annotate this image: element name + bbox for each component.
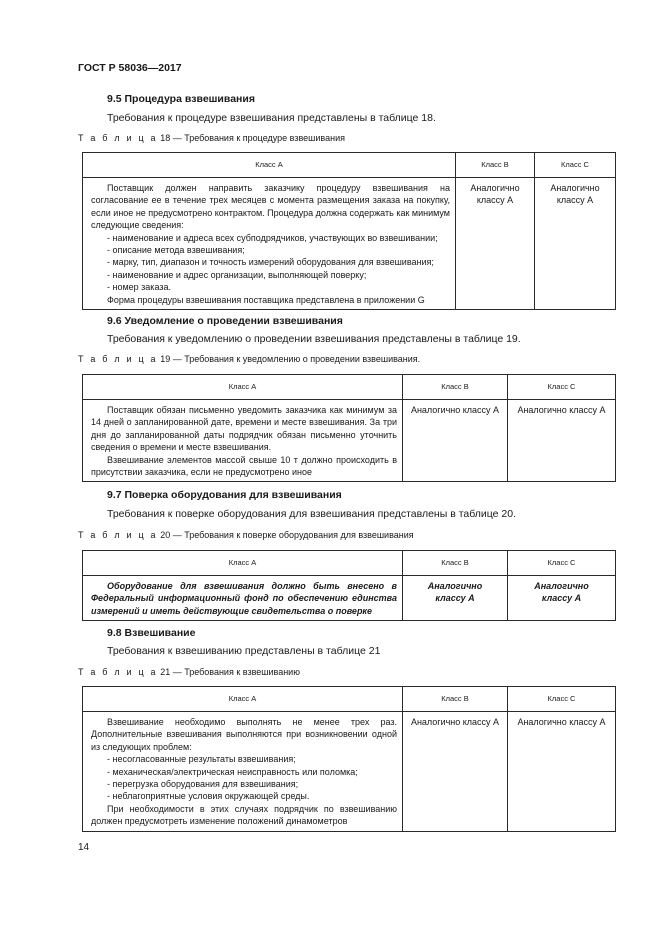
requirement-list-item: - марку, тип, диапазон и точность измерений оборудования для взвешивания;: [107, 257, 434, 268]
caption-text: 18 — Требования к процедуре взвешивания: [157, 133, 345, 143]
table-header-row: [83, 375, 616, 400]
class-c-cell: Аналогично классу А: [535, 178, 616, 310]
header-class-c: Класс С: [508, 551, 616, 576]
requirement-list-item: - номер заказа.: [107, 282, 171, 293]
table-header-row: [83, 687, 616, 712]
class-b-cell: Аналогично классу А: [403, 400, 508, 482]
requirement-list-item: - несогласованные результаты взвешивания;: [107, 754, 296, 765]
class-b-cell: Аналогично классу А: [403, 576, 508, 621]
page-number: 14: [78, 842, 90, 853]
document-code: ГОСТ Р 58036—2017: [78, 62, 182, 74]
table-caption-19: [78, 354, 420, 364]
table-19: [82, 374, 616, 482]
class-a-requirements: [83, 400, 403, 482]
section-title-9-7: 9.7 Поверка оборудования для взвешивания: [107, 489, 342, 501]
requirement-list-item: - наименование и адрес организации, выполняющей поверку;: [107, 269, 367, 280]
header-class-b: Класс В: [403, 687, 508, 712]
class-a-requirements: [83, 178, 456, 310]
header-class-a: Класс А: [83, 375, 403, 400]
header-class-b: Класс В: [403, 375, 508, 400]
class-c-cell: Аналогично классу А: [508, 400, 616, 482]
requirement-paragraph: Форма процедуры взвешивания поставщика представлена в приложении G: [107, 294, 425, 305]
header-class-b: Класс В: [456, 153, 535, 178]
caption-text: 21 — Требования к взвешиванию: [157, 667, 300, 677]
requirement-paragraph: Взвешивание элементов массой свыше 10 т должно происходить в присутствии заказчика, если не предусмотрено иное: [91, 454, 397, 478]
header-class-c: Класс С: [535, 153, 616, 178]
class-b-cell: Аналогично классу А: [456, 178, 535, 310]
class-c-cell: Аналогично классу А: [508, 576, 616, 621]
requirement-list-item: - наименование и адреса всех субподрядчиков, участвующих во взвешивании;: [107, 232, 438, 243]
table-20: [82, 550, 616, 621]
header-class-a: Класс А: [83, 687, 403, 712]
section-title-9-8: 9.8 Взвешивание: [107, 627, 196, 639]
table-18: [82, 152, 616, 310]
section-intro-9-7: Требования к поверке оборудования для взвешивания представлены в таблице 20.: [107, 508, 517, 520]
header-class-a: Класс А: [83, 551, 403, 576]
table-row: [83, 712, 616, 832]
requirement-list-item: - неблагоприятные условия окружающей среды.: [107, 791, 310, 802]
table-caption-21: [78, 667, 300, 677]
section-intro-9-8: Требования к взвешиванию представлены в таблице 21: [107, 645, 381, 657]
caption-prefix: Т а б л и ц а: [78, 530, 158, 540]
section-intro-9-6: Требования к уведомлению о проведении взвешивания представлены в таблице 19.: [107, 333, 521, 345]
class-b-cell: Аналогично классу А: [403, 712, 508, 832]
header-class-c: Класс С: [508, 375, 616, 400]
requirement-paragraph: При необходимости в этих случаях подрядчик по взвешиванию должен предусмотреть изменение положений динамометров: [91, 803, 397, 827]
requirement-paragraph: Поставщик должен направить заказчику процедуру взвешивания на согласование ее в течение трех месяцев с момента размещения заказа на покупку, если иное не предусмотрено контрактом. Процедура должна содержать как минимум следующие сведения:: [91, 183, 450, 231]
caption-text: 19 — Требования к уведомлению о проведении взвешивания.: [157, 354, 421, 364]
table-row: [83, 400, 616, 482]
caption-prefix: Т а б л и ц а: [78, 667, 158, 677]
table-row: [83, 178, 616, 310]
table-header-row: [83, 551, 616, 576]
section-title-9-6: 9.6 Уведомление о проведении взвешивания: [107, 315, 343, 327]
requirement-list-item: - описание метода взвешивания;: [107, 245, 245, 256]
caption-text: 20 — Требования к поверке оборудования для взвешивания: [157, 530, 414, 540]
caption-prefix: Т а б л и ц а: [78, 354, 158, 364]
requirement-paragraph: Поставщик обязан письменно уведомить заказчика как минимум за 14 дней о запланированной дате, времени и месте взвешивания. За три дня до запланированной даты подрядчик обязан письменно уточнить сведения о времени и месте взвешивания.: [91, 405, 397, 453]
table-header-row: [83, 153, 616, 178]
requirement-list-item: - перегрузка оборудования для взвешивания;: [107, 779, 299, 790]
table-caption-20: [78, 530, 414, 540]
header-class-b: Класс В: [403, 551, 508, 576]
header-class-a: Класс А: [83, 153, 456, 178]
table-caption-18: [78, 133, 345, 143]
caption-prefix: Т а б л и ц а: [78, 133, 158, 143]
requirement-list-item: - механическая/электрическая неисправность или поломка;: [107, 766, 358, 777]
table-row: [83, 576, 616, 621]
section-title-9-5: 9.5 Процедура взвешивания: [107, 93, 255, 105]
requirement-paragraph: Взвешивание необходимо выполнять не менее трех раз. Дополнительные взвешивания выполняются при возникновении одной из следующих проблем:: [91, 717, 397, 752]
requirement-paragraph: Оборудование для взвешивания должно быть внесено в Федеральный информационный фонд по обеспечению единства измерений и иметь действующие свидетельства о поверке: [91, 581, 397, 616]
table-21: [82, 686, 616, 832]
class-c-cell: Аналогично классу А: [508, 712, 616, 832]
header-class-c: Класс С: [508, 687, 616, 712]
section-intro-9-5: Требования к процедуре взвешивания представлены в таблице 18.: [107, 112, 436, 124]
class-a-requirements: [83, 576, 403, 621]
class-a-requirements: [83, 712, 403, 832]
